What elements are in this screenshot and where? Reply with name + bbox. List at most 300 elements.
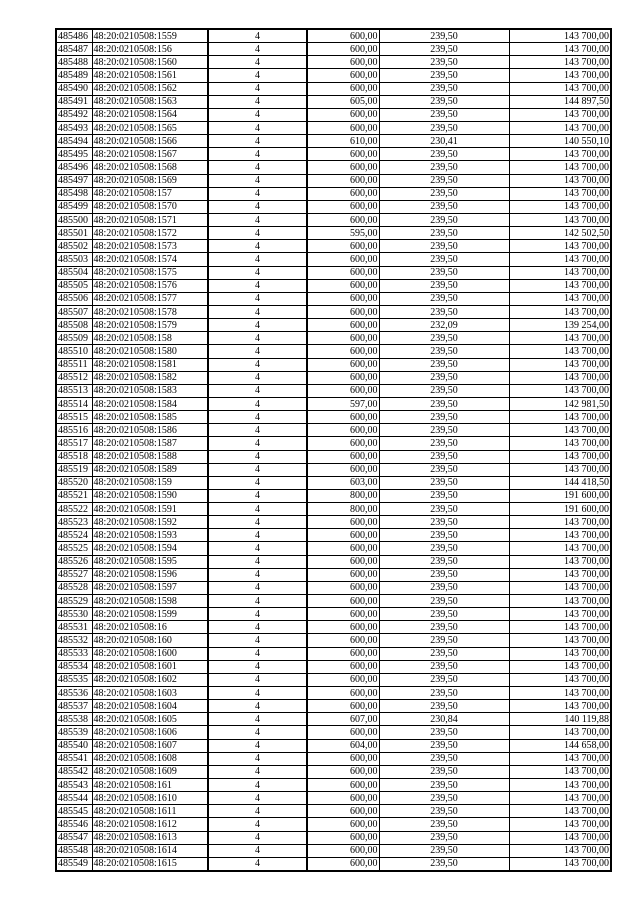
cadastral-number-cell: 48:20:0210508:1592	[92, 516, 208, 529]
row-id-cell: 485513	[56, 384, 92, 397]
area-cell: 600,00	[307, 345, 379, 358]
category-cell: 4	[208, 687, 307, 700]
rate-cell: 230,84	[379, 713, 509, 726]
rate-cell: 239,50	[379, 450, 509, 463]
cadastral-number-cell: 48:20:0210508:1570	[92, 200, 208, 213]
row-id-cell: 485511	[56, 358, 92, 371]
row-id-cell: 485528	[56, 581, 92, 594]
cadastral-number-cell: 48:20:0210508:1600	[92, 647, 208, 660]
category-cell: 4	[208, 765, 307, 778]
rate-cell: 239,50	[379, 174, 509, 187]
category-cell: 4	[208, 739, 307, 752]
area-cell: 610,00	[307, 135, 379, 148]
table-row	[56, 345, 611, 358]
category-cell: 4	[208, 148, 307, 161]
area-cell: 600,00	[307, 463, 379, 476]
rate-cell: 239,50	[379, 305, 509, 318]
value-cell: 143 700,00	[509, 279, 611, 292]
area-cell: 600,00	[307, 213, 379, 226]
category-cell: 4	[208, 227, 307, 240]
category-cell: 4	[208, 82, 307, 95]
cadastral-number-cell: 48:20:0210508:1583	[92, 384, 208, 397]
rate-cell: 239,50	[379, 805, 509, 818]
table-row	[56, 371, 611, 384]
value-cell: 143 700,00	[509, 29, 611, 43]
value-cell: 143 700,00	[509, 148, 611, 161]
row-id-cell: 485542	[56, 765, 92, 778]
category-cell: 4	[208, 568, 307, 581]
cadastral-number-cell: 48:20:0210508:1564	[92, 108, 208, 121]
value-cell: 143 700,00	[509, 792, 611, 805]
cadastral-number-cell: 48:20:0210508:1568	[92, 161, 208, 174]
rate-cell: 239,50	[379, 608, 509, 621]
table-row	[56, 503, 611, 516]
rate-cell: 239,50	[379, 213, 509, 226]
cadastral-number-cell: 48:20:0210508:1576	[92, 279, 208, 292]
rate-cell: 239,50	[379, 424, 509, 437]
category-cell: 4	[208, 411, 307, 424]
value-cell: 143 700,00	[509, 516, 611, 529]
value-cell: 143 700,00	[509, 595, 611, 608]
table-row	[56, 634, 611, 647]
area-cell: 597,00	[307, 397, 379, 410]
area-cell: 600,00	[307, 437, 379, 450]
cadastral-number-cell: 48:20:0210508:1599	[92, 608, 208, 621]
table-row	[56, 200, 611, 213]
rate-cell: 239,50	[379, 148, 509, 161]
cadastral-number-cell: 48:20:0210508:1569	[92, 174, 208, 187]
cadastral-number-cell: 48:20:0210508:1578	[92, 305, 208, 318]
value-cell: 143 700,00	[509, 542, 611, 555]
rate-cell: 239,50	[379, 69, 509, 82]
table-row	[56, 463, 611, 476]
area-cell: 600,00	[307, 240, 379, 253]
rate-cell: 239,50	[379, 621, 509, 634]
cadastral-number-cell: 48:20:0210508:1574	[92, 253, 208, 266]
row-id-cell: 485547	[56, 831, 92, 844]
area-cell: 603,00	[307, 476, 379, 489]
row-id-cell: 485506	[56, 292, 92, 305]
cadastral-number-cell: 48:20:0210508:1579	[92, 319, 208, 332]
table-row	[56, 384, 611, 397]
area-cell: 600,00	[307, 844, 379, 857]
category-cell: 4	[208, 700, 307, 713]
cadastral-number-cell: 48:20:0210508:1566	[92, 135, 208, 148]
area-cell: 600,00	[307, 516, 379, 529]
rate-cell: 239,50	[379, 266, 509, 279]
rate-cell: 239,50	[379, 739, 509, 752]
category-cell: 4	[208, 555, 307, 568]
value-cell: 143 700,00	[509, 529, 611, 542]
rate-cell: 239,50	[379, 700, 509, 713]
area-cell: 600,00	[307, 752, 379, 765]
row-id-cell: 485530	[56, 608, 92, 621]
rate-cell: 239,50	[379, 187, 509, 200]
cadastral-number-cell: 48:20:0210508:1580	[92, 345, 208, 358]
rate-cell: 239,50	[379, 463, 509, 476]
table-row	[56, 792, 611, 805]
value-cell: 143 700,00	[509, 161, 611, 174]
category-cell: 4	[208, 292, 307, 305]
category-cell: 4	[208, 608, 307, 621]
table-row	[56, 95, 611, 108]
table-row	[56, 818, 611, 831]
table-row	[56, 69, 611, 82]
value-cell: 143 700,00	[509, 371, 611, 384]
value-cell: 143 700,00	[509, 634, 611, 647]
row-id-cell: 485488	[56, 56, 92, 69]
cadastral-number-cell: 48:20:0210508:1572	[92, 227, 208, 240]
value-cell: 143 700,00	[509, 213, 611, 226]
cadastral-number-cell: 48:20:0210508:1609	[92, 765, 208, 778]
row-id-cell: 485512	[56, 371, 92, 384]
category-cell: 4	[208, 805, 307, 818]
value-cell: 143 700,00	[509, 555, 611, 568]
row-id-cell: 485527	[56, 568, 92, 581]
table-row	[56, 56, 611, 69]
row-id-cell: 485517	[56, 437, 92, 450]
cadastral-number-cell: 48:20:0210508:1602	[92, 673, 208, 686]
value-cell: 143 700,00	[509, 673, 611, 686]
value-cell: 139 254,00	[509, 319, 611, 332]
cadastral-number-cell: 48:20:0210508:1603	[92, 687, 208, 700]
value-cell: 143 700,00	[509, 332, 611, 345]
cadastral-number-cell: 48:20:0210508:1598	[92, 595, 208, 608]
category-cell: 4	[208, 95, 307, 108]
rate-cell: 239,50	[379, 581, 509, 594]
value-cell: 143 700,00	[509, 779, 611, 792]
category-cell: 4	[208, 253, 307, 266]
row-id-cell: 485540	[56, 739, 92, 752]
table-row	[56, 726, 611, 739]
cadastral-number-cell: 48:20:0210508:1563	[92, 95, 208, 108]
area-cell: 600,00	[307, 82, 379, 95]
row-id-cell: 485525	[56, 542, 92, 555]
rate-cell: 239,50	[379, 43, 509, 56]
rate-cell: 239,50	[379, 56, 509, 69]
category-cell: 4	[208, 489, 307, 502]
cadastral-number-cell: 48:20:0210508:1588	[92, 450, 208, 463]
row-id-cell: 485500	[56, 213, 92, 226]
category-cell: 4	[208, 200, 307, 213]
rate-cell: 239,50	[379, 200, 509, 213]
table-row	[56, 779, 611, 792]
value-cell: 143 700,00	[509, 69, 611, 82]
value-cell: 144 418,50	[509, 476, 611, 489]
value-cell: 143 700,00	[509, 857, 611, 871]
cadastral-number-cell: 48:20:0210508:1604	[92, 700, 208, 713]
rate-cell: 230,41	[379, 135, 509, 148]
value-cell: 143 700,00	[509, 450, 611, 463]
table-row	[56, 450, 611, 463]
row-id-cell: 485509	[56, 332, 92, 345]
rate-cell: 239,50	[379, 108, 509, 121]
rate-cell: 239,50	[379, 831, 509, 844]
table-row	[56, 161, 611, 174]
cadastral-number-cell: 48:20:0210508:1591	[92, 503, 208, 516]
value-cell: 143 700,00	[509, 292, 611, 305]
table-row	[56, 568, 611, 581]
area-cell: 607,00	[307, 713, 379, 726]
cadastral-number-cell: 48:20:0210508:1573	[92, 240, 208, 253]
table-row	[56, 253, 611, 266]
rate-cell: 239,50	[379, 516, 509, 529]
table-row	[56, 121, 611, 134]
value-cell: 143 700,00	[509, 568, 611, 581]
row-id-cell: 485543	[56, 779, 92, 792]
rate-cell: 232,09	[379, 319, 509, 332]
row-id-cell: 485531	[56, 621, 92, 634]
rate-cell: 239,50	[379, 82, 509, 95]
category-cell: 4	[208, 29, 307, 43]
area-cell: 600,00	[307, 384, 379, 397]
row-id-cell: 485505	[56, 279, 92, 292]
table-row	[56, 765, 611, 778]
table-row	[56, 135, 611, 148]
area-cell: 600,00	[307, 581, 379, 594]
table-row	[56, 187, 611, 200]
cadastral-number-cell: 48:20:0210508:1586	[92, 424, 208, 437]
table-row	[56, 660, 611, 673]
cadastral-number-cell: 48:20:0210508:1601	[92, 660, 208, 673]
cadastral-number-cell: 48:20:0210508:1614	[92, 844, 208, 857]
value-cell: 143 700,00	[509, 108, 611, 121]
value-cell: 143 700,00	[509, 752, 611, 765]
rate-cell: 239,50	[379, 358, 509, 371]
category-cell: 4	[208, 463, 307, 476]
category-cell: 4	[208, 779, 307, 792]
category-cell: 4	[208, 857, 307, 871]
row-id-cell: 485493	[56, 121, 92, 134]
table-body	[56, 29, 611, 871]
row-id-cell: 485534	[56, 660, 92, 673]
value-cell: 143 700,00	[509, 765, 611, 778]
area-cell: 600,00	[307, 673, 379, 686]
value-cell: 143 700,00	[509, 805, 611, 818]
row-id-cell: 485520	[56, 476, 92, 489]
value-cell: 143 700,00	[509, 687, 611, 700]
category-cell: 4	[208, 161, 307, 174]
value-cell: 191 600,00	[509, 489, 611, 502]
row-id-cell: 485521	[56, 489, 92, 502]
rate-cell: 239,50	[379, 95, 509, 108]
rate-cell: 239,50	[379, 726, 509, 739]
row-id-cell: 485504	[56, 266, 92, 279]
row-id-cell: 485502	[56, 240, 92, 253]
value-cell: 143 700,00	[509, 266, 611, 279]
area-cell: 600,00	[307, 266, 379, 279]
value-cell: 140 119,88	[509, 713, 611, 726]
rate-cell: 239,50	[379, 503, 509, 516]
value-cell: 143 700,00	[509, 56, 611, 69]
cadastral-number-cell: 48:20:0210508:1606	[92, 726, 208, 739]
category-cell: 4	[208, 792, 307, 805]
value-cell: 143 700,00	[509, 121, 611, 134]
cadastral-number-cell: 48:20:0210508:1582	[92, 371, 208, 384]
category-cell: 4	[208, 621, 307, 634]
row-id-cell: 485491	[56, 95, 92, 108]
cadastral-number-cell: 48:20:0210508:1571	[92, 213, 208, 226]
value-cell: 143 700,00	[509, 608, 611, 621]
value-cell: 143 700,00	[509, 411, 611, 424]
cadastral-number-cell: 48:20:0210508:1584	[92, 397, 208, 410]
cadastral-number-cell: 48:20:0210508:1605	[92, 713, 208, 726]
cadastral-number-cell: 48:20:0210508:1608	[92, 752, 208, 765]
row-id-cell: 485549	[56, 857, 92, 871]
area-cell: 600,00	[307, 358, 379, 371]
value-cell: 144 897,50	[509, 95, 611, 108]
table-row	[56, 595, 611, 608]
table-row	[56, 148, 611, 161]
rate-cell: 239,50	[379, 660, 509, 673]
value-cell: 143 700,00	[509, 581, 611, 594]
row-id-cell: 485518	[56, 450, 92, 463]
row-id-cell: 485495	[56, 148, 92, 161]
row-id-cell: 485486	[56, 29, 92, 43]
rate-cell: 239,50	[379, 687, 509, 700]
table-row	[56, 397, 611, 410]
row-id-cell: 485536	[56, 687, 92, 700]
area-cell: 600,00	[307, 148, 379, 161]
table-row	[56, 581, 611, 594]
area-cell: 600,00	[307, 411, 379, 424]
table-row	[56, 647, 611, 660]
row-id-cell: 485501	[56, 227, 92, 240]
category-cell: 4	[208, 174, 307, 187]
area-cell: 600,00	[307, 69, 379, 82]
category-cell: 4	[208, 424, 307, 437]
area-cell: 600,00	[307, 765, 379, 778]
cadastral-number-cell: 48:20:0210508:1560	[92, 56, 208, 69]
table-row	[56, 437, 611, 450]
area-cell: 600,00	[307, 450, 379, 463]
area-cell: 600,00	[307, 319, 379, 332]
area-cell: 800,00	[307, 503, 379, 516]
category-cell: 4	[208, 673, 307, 686]
rate-cell: 239,50	[379, 555, 509, 568]
row-id-cell: 485546	[56, 818, 92, 831]
area-cell: 600,00	[307, 174, 379, 187]
cadastral-number-cell: 48:20:0210508:157	[92, 187, 208, 200]
rate-cell: 239,50	[379, 279, 509, 292]
category-cell: 4	[208, 726, 307, 739]
cadastral-number-cell: 48:20:0210508:159	[92, 476, 208, 489]
rate-cell: 239,50	[379, 253, 509, 266]
category-cell: 4	[208, 69, 307, 82]
table-row	[56, 831, 611, 844]
value-cell: 142 981,50	[509, 397, 611, 410]
rate-cell: 239,50	[379, 345, 509, 358]
category-cell: 4	[208, 279, 307, 292]
row-id-cell: 485487	[56, 43, 92, 56]
value-cell: 143 700,00	[509, 424, 611, 437]
value-cell: 143 700,00	[509, 187, 611, 200]
table-row	[56, 305, 611, 318]
category-cell: 4	[208, 43, 307, 56]
row-id-cell: 485523	[56, 516, 92, 529]
value-cell: 140 550,10	[509, 135, 611, 148]
category-cell: 4	[208, 581, 307, 594]
area-cell: 600,00	[307, 568, 379, 581]
row-id-cell: 485507	[56, 305, 92, 318]
category-cell: 4	[208, 187, 307, 200]
table-row	[56, 82, 611, 95]
cadastral-number-cell: 48:20:0210508:1593	[92, 529, 208, 542]
cadastral-number-cell: 48:20:0210508:1611	[92, 805, 208, 818]
cadastral-number-cell: 48:20:0210508:1612	[92, 818, 208, 831]
area-cell: 600,00	[307, 831, 379, 844]
category-cell: 4	[208, 503, 307, 516]
rate-cell: 239,50	[379, 673, 509, 686]
row-id-cell: 485508	[56, 319, 92, 332]
area-cell: 600,00	[307, 332, 379, 345]
table-row	[56, 805, 611, 818]
cadastral-number-cell: 48:20:0210508:1613	[92, 831, 208, 844]
category-cell: 4	[208, 358, 307, 371]
category-cell: 4	[208, 121, 307, 134]
value-cell: 143 700,00	[509, 437, 611, 450]
value-cell: 143 700,00	[509, 345, 611, 358]
rate-cell: 239,50	[379, 437, 509, 450]
table-row	[56, 752, 611, 765]
value-cell: 143 700,00	[509, 660, 611, 673]
table-row	[56, 424, 611, 437]
category-cell: 4	[208, 345, 307, 358]
category-cell: 4	[208, 831, 307, 844]
row-id-cell: 485499	[56, 200, 92, 213]
category-cell: 4	[208, 516, 307, 529]
row-id-cell: 485519	[56, 463, 92, 476]
cadastral-number-cell: 48:20:0210508:1597	[92, 581, 208, 594]
area-cell: 600,00	[307, 542, 379, 555]
table-row	[56, 174, 611, 187]
value-cell: 143 700,00	[509, 240, 611, 253]
table-row	[56, 108, 611, 121]
area-cell: 600,00	[307, 818, 379, 831]
category-cell: 4	[208, 135, 307, 148]
category-cell: 4	[208, 529, 307, 542]
table-row	[56, 844, 611, 857]
area-cell: 605,00	[307, 95, 379, 108]
area-cell: 600,00	[307, 634, 379, 647]
table-row	[56, 213, 611, 226]
table-row	[56, 608, 611, 621]
table-row	[56, 266, 611, 279]
area-cell: 600,00	[307, 595, 379, 608]
area-cell: 600,00	[307, 805, 379, 818]
area-cell: 600,00	[307, 792, 379, 805]
row-id-cell: 485496	[56, 161, 92, 174]
area-cell: 600,00	[307, 253, 379, 266]
table-row	[56, 542, 611, 555]
table-row	[56, 713, 611, 726]
rate-cell: 239,50	[379, 476, 509, 489]
category-cell: 4	[208, 844, 307, 857]
category-cell: 4	[208, 542, 307, 555]
row-id-cell: 485489	[56, 69, 92, 82]
row-id-cell: 485539	[56, 726, 92, 739]
area-cell: 800,00	[307, 489, 379, 502]
cadastral-number-cell: 48:20:0210508:1587	[92, 437, 208, 450]
row-id-cell: 485526	[56, 555, 92, 568]
rate-cell: 239,50	[379, 844, 509, 857]
row-id-cell: 485541	[56, 752, 92, 765]
area-cell: 600,00	[307, 279, 379, 292]
cadastral-number-cell: 48:20:0210508:1585	[92, 411, 208, 424]
area-cell: 600,00	[307, 56, 379, 69]
table-row	[56, 29, 611, 43]
row-id-cell: 485532	[56, 634, 92, 647]
